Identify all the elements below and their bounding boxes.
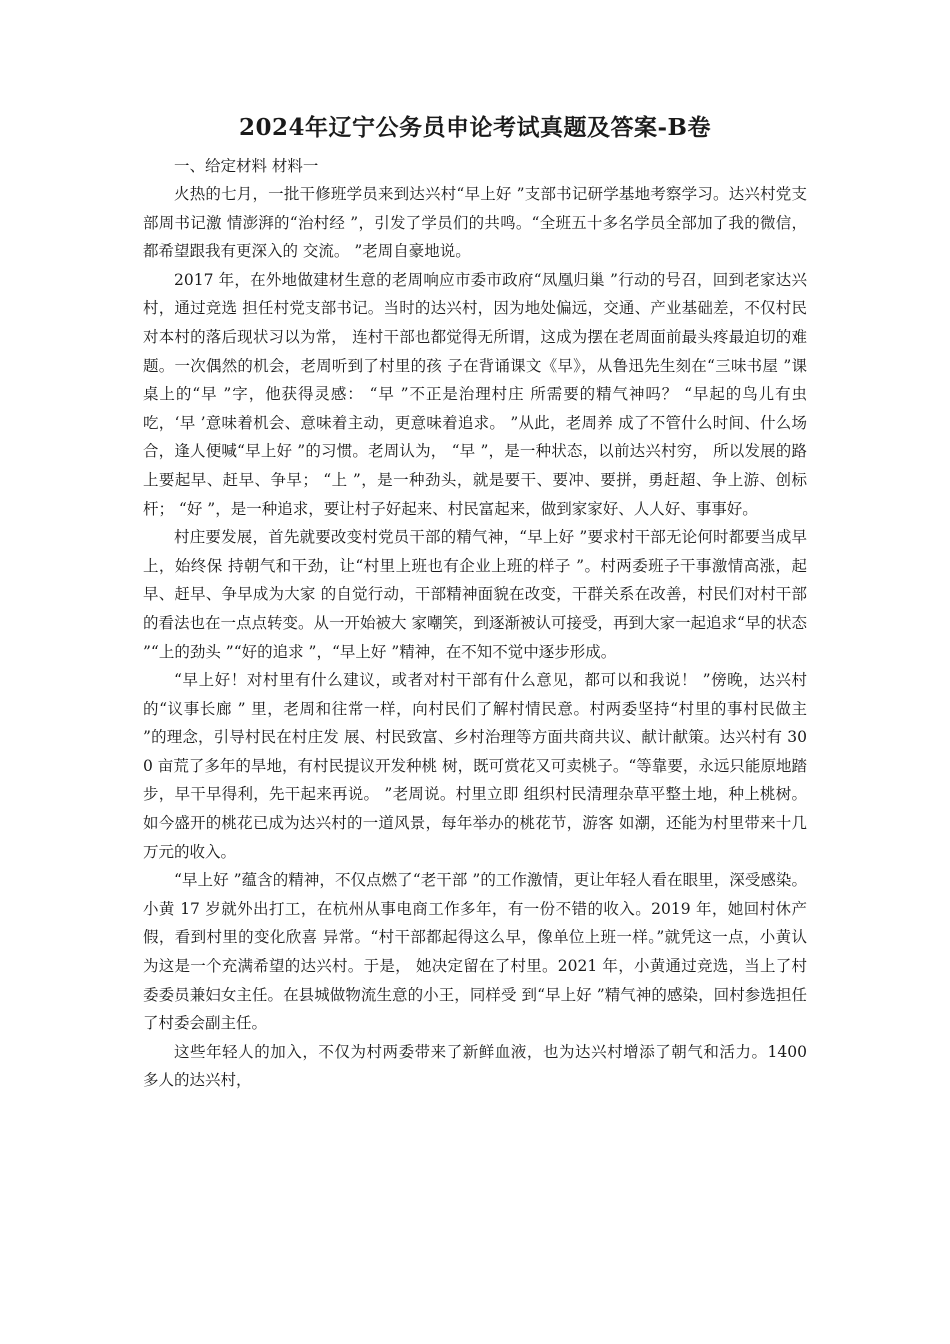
paragraph-5: “早上好 ”蕴含的精神，不仅点燃了“老干部 ”的工作激情，更让年轻人看在眼里，深受感染。小黄 17 岁就外出打工，在杭州从事电商工作多年，有一份不错的收入。2019 年，她回村休产假，看到村里的变化欣喜 异常。“村干部都起得这么早，像单位上班一样。”就凭这一点，小黄认为这是一个充满希望的达兴村。于是， 她决定留在了村里。2021 年，小黄通过竞选，当上了村委委员兼妇女主任。在县城做物流生意的小王，同样受 到“早上好 ”精气神的感染，回村参选担任了村委会副主任。 [143, 871, 807, 1033]
document-title: 2024年辽宁公务员申论考试真题及答案-B卷 [239, 114, 711, 141]
paragraph-6: 这些年轻人的加入，不仅为村两委带来了新鲜血液，也为达兴村增添了朝气和活力。1400 多人的达兴村， [143, 1042, 807, 1090]
document-page [143, 112, 807, 1095]
paragraph-3: 村庄要发展，首先就要改变村党员干部的精气神，“早上好 ”要求村干部无论何时都要当成早上，始终保 持朝气和干劲，让“村里上班也有企业上班的样子 ”。村两委班子干事激情高涨，起早、赶早、争早成为大家 的自觉行动，干部精神面貌在改变，干群关系在改善，村民们对村干部的看法也在一点点转变。从一开始被大 家嘲笑，到逐渐被认可接受，再到大家一起追求“早的状态 ”“上的劲头 ”“好的追求 ”，“早上好 ”精神，在不知不觉中逐步形成。 [143, 528, 807, 661]
paragraph-1: 火热的七月，一批干修班学员来到达兴村“早上好 ”支部书记研学基地考察学习。达兴村党支部周书记激 情澎湃的“治村经 ”，引发了学员们的共鸣。“全班五十多名学员全部加了我的微信，都希望跟我有更深入的 交流。 ”老周自豪地说。 [143, 185, 807, 261]
paragraph-2: 2017 年，在外地做建材生意的老周响应市委市政府“凤凰归巢 ”行动的号召，回到老家达兴村，通过竞选 担任村党支部书记。当时的达兴村，因为地处偏远，交通、产业基础差，不仅村民对本村的落后现状习以为常， 连村干部也都觉得无所谓，这成为摆在老周面前最头疼最迫切的难题。一次偶然的机会，老周听到了村里的孩 子在背诵课文《早》，从鲁迅先生刻在“三味书屋 ”课桌上的“早 ”字，他获得灵感： “早 ”不正是治理村庄 所需要的精气神吗？ “早起的鸟儿有虫吃，‘早 ’意味着机会、意味着主动，更意味着追求。 ”从此，老周养 成了不管什么时间、什么场合，逢人便喊“早上好 ”的习惯。老周认为， “早 ”，是一种状态，以前达兴村穷， 所以发展的路上要起早、赶早、争早； “上 ”，是一种劲头，就是要干、要冲、要拼，勇赶超、争上游、创标 杆； “好 ”，是一种追求，要让村子好起来、村民富起来，做到家家好、人人好、事事好。 [143, 270, 807, 518]
paragraph-4: “早上好！对村里有什么建议，或者对村干部有什么意见，都可以和我说！ ”傍晚，达兴村的“议事长廊 ” 里，老周和往常一样，向村民们了解村情民意。村两委坚持“村里的事村民做主 ”的理念，引导村民在村庄发 展、村民致富、乡村治理等方面共商共议、献计献策。达兴村有 300 亩荒了多年的旱地，有村民提议开发种桃 树，既可赏花又可卖桃子。“等靠要，永远只能原地踏步，早干早得利，先干起来再说。 ”老周说。村里立即 组织村民清理杂草平整土地，种上桃树。如今盛开的桃花已成为达兴村的一道风景，每年举办的桃花节，游客 如潮，还能为村里带来十几万元的收入。 [143, 671, 807, 861]
section-heading: 一、给定材料 材料一 [174, 157, 319, 175]
